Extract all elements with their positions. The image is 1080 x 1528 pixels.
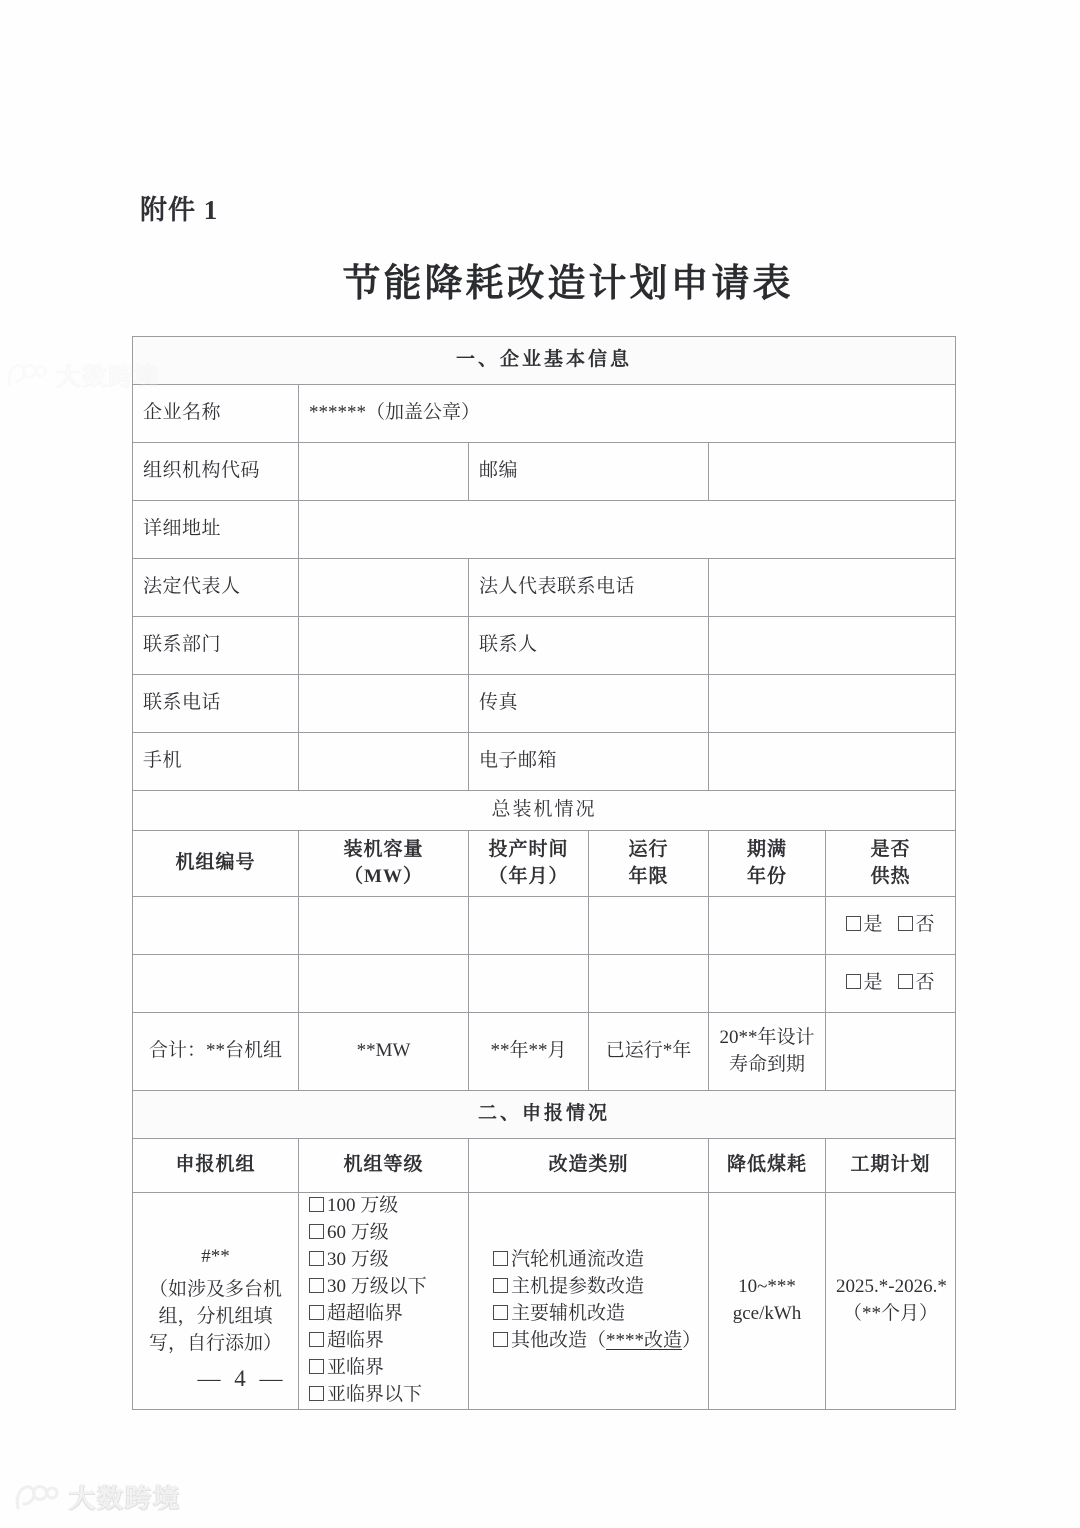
capacity-row1-commission[interactable] [469,897,589,955]
unit-grade-option-label: 亚临界以下 [327,1383,423,1405]
capacity-row2-capacity[interactable] [299,955,469,1013]
unit-grade-option[interactable] [309,1247,458,1274]
watermark-brand-text: 大数跨境 [56,362,160,390]
legal-rep-phone-label: 法人代表联系电话 [469,559,709,617]
col-header-applicant-unit: 申报机组 [133,1139,299,1193]
unit-grade-option[interactable] [309,1274,458,1301]
email-label: 电子邮箱 [469,733,709,791]
section2-heading-row [133,1091,956,1139]
capacity-row1-capacity[interactable] [299,897,469,955]
col-header-commission [469,831,589,897]
col-header-heating [826,831,956,897]
table-row [133,955,956,1013]
col-header-schedule-plan: 工期计划 [826,1139,956,1193]
table-row [133,617,956,675]
contact-dept-field[interactable] [299,617,469,675]
checkbox-box-icon [846,916,861,931]
capacity-row1-unit-no[interactable] [133,897,299,955]
checkbox-heating-yes[interactable] [846,914,884,935]
postcode-field[interactable] [709,443,956,501]
address-field[interactable] [299,501,956,559]
col-header-unit-no: 机组编号 [133,831,299,897]
table-row [133,733,956,791]
capacity-header-row [133,831,956,897]
org-code-field[interactable] [299,443,469,501]
retrofit-option-label: 主要辅机改造 [511,1302,626,1324]
checkbox-box-icon [898,974,913,989]
table-row [133,559,956,617]
checkbox-box-icon [493,1278,508,1293]
unit-grade-option-label: 超临界 [327,1329,385,1351]
attachment-label: 附件 1 [140,195,219,225]
checkbox-box-icon [493,1305,508,1320]
col-header-capacity-line1: 装机容量 [343,838,424,860]
applicant-unit-code: #** [201,1245,230,1267]
capacity-totals-row [133,1013,956,1091]
email-field[interactable] [709,733,956,791]
retrofit-type-options [469,1193,709,1410]
address-label: 详细地址 [133,501,299,559]
watermark-brand-text: 大数跨境 [69,1483,182,1513]
col-header-expiry-line2: 年份 [746,865,787,887]
unit-grade-option-label: 60 万级 [327,1221,389,1243]
totals-service: 已运行*年 [589,1013,709,1091]
contact-phone-field[interactable] [299,675,469,733]
checkbox-heating-yes-label: 是 [863,972,884,994]
page-number: — 4 — [197,1366,287,1391]
retrofit-option[interactable] [493,1274,698,1301]
legal-rep-phone-field[interactable] [709,559,956,617]
col-header-commission-line2: （年月） [488,865,569,887]
unit-grade-option[interactable] [309,1220,458,1247]
section1-heading: 一、企业基本信息 [133,337,956,385]
legal-rep-label: 法定代表人 [133,559,299,617]
checkbox-heating-yes[interactable] [846,972,884,993]
checkbox-heating-no-label: 否 [915,914,936,936]
checkbox-box-icon [309,1278,324,1293]
table-row [133,385,956,443]
fax-field[interactable] [709,675,956,733]
totals-heating [826,1013,956,1091]
totals-expiry: 20**年设计寿命到期 [709,1013,826,1091]
checkbox-heating-no-label: 否 [915,972,936,994]
section1-heading-row [133,337,956,385]
contact-phone-label: 联系电话 [133,675,299,733]
col-header-retrofit-type: 改造类别 [469,1139,709,1193]
unit-grade-option-label: 100 万级 [327,1195,399,1216]
coal-reduction-value[interactable] [709,1193,826,1410]
checkbox-box-icon [309,1251,324,1266]
unit-grade-option-label: 30 万级 [327,1248,389,1270]
company-name-label: 企业名称 [133,385,299,443]
retrofit-option-other-input[interactable]: ****改造 [606,1329,683,1351]
retrofit-option-label: 主机提参数改造 [511,1275,645,1297]
col-header-service-line1: 运行 [628,838,669,860]
checkbox-box-icon [493,1332,508,1347]
col-header-expiry-year [709,831,826,897]
capacity-row2-expiry[interactable] [709,955,826,1013]
unit-grade-option-label: 亚临界 [327,1356,385,1378]
checkbox-heating-no[interactable] [898,914,936,935]
col-header-heating-line1: 是否 [870,838,911,860]
capacity-row2-service[interactable] [589,955,709,1013]
col-header-capacity-line2: （MW） [344,865,423,887]
table-row [133,443,956,501]
capacity-subheading: 总装机情况 [133,791,956,831]
application-form-table [132,336,956,1410]
retrofit-option[interactable] [493,1301,698,1328]
checkbox-box-icon [309,1224,324,1239]
checkbox-box-icon [309,1332,324,1347]
checkbox-heating-yes-label: 是 [863,914,884,936]
checkbox-box-icon [493,1251,508,1266]
unit-grade-option[interactable] [309,1193,458,1220]
capacity-row1-heating-choice [826,897,956,955]
org-code-label: 组织机构代码 [133,443,299,501]
col-header-heating-line2: 供热 [870,865,911,887]
col-header-unit-grade: 机组等级 [299,1139,469,1193]
contact-person-field[interactable] [709,617,956,675]
unit-grade-option[interactable] [309,1328,458,1355]
coal-reduction-line1: 10~*** [738,1275,796,1297]
retrofit-option-other-prefix: 其他改造（ [511,1329,607,1351]
schedule-plan-value[interactable]: 2025.*-2026.*（**个月） [826,1193,956,1410]
contact-person-label: 联系人 [469,617,709,675]
legal-rep-field[interactable] [299,559,469,617]
col-header-service-line2: 年限 [628,865,669,887]
checkbox-box-icon [898,916,913,931]
totals-unit-no: 合计：**台机组 [133,1013,299,1091]
col-header-coal-reduction: 降低煤耗 [709,1139,826,1193]
checkbox-box-icon [309,1197,324,1212]
unit-grade-option-label: 超超临界 [327,1302,404,1324]
section2-heading: 二、申报情况 [133,1091,956,1139]
checkbox-box-icon [846,974,861,989]
unit-grade-option-label: 30 万级以下 [327,1275,427,1297]
contact-dept-label: 联系部门 [133,617,299,675]
capacity-row2-unit-no[interactable] [133,955,299,1013]
retrofit-option-other-suffix: ） [682,1329,702,1351]
retrofit-option-other[interactable] [493,1328,702,1355]
col-header-service-years [589,831,709,897]
col-header-commission-line1: 投产时间 [488,838,569,860]
totals-capacity: **MW [299,1013,469,1091]
capacity-row1-service[interactable] [589,897,709,955]
capacity-row2-heating-choice [826,955,956,1013]
capacity-row1-expiry[interactable] [709,897,826,955]
mobile-label: 手机 [133,733,299,791]
table-row [133,501,956,559]
fax-label: 传真 [469,675,709,733]
coal-reduction-line2: gce/kWh [732,1302,802,1324]
table-row [133,897,956,955]
mobile-field[interactable] [299,733,469,791]
capacity-subheading-row [133,791,956,831]
section2-header-row [133,1139,956,1193]
col-header-expiry-line1: 期满 [746,838,787,860]
postcode-label: 邮编 [469,443,709,501]
col-header-capacity [299,831,469,897]
page-title: 节能降耗改造计划申请表 [342,263,794,305]
applicant-unit-note: （如涉及多台机组，分机组填写，自行添加） [148,1278,282,1354]
checkbox-box-icon [309,1305,324,1320]
retrofit-option-label: 汽轮机通流改造 [511,1248,645,1270]
retrofit-option[interactable] [493,1247,698,1274]
unit-grade-option[interactable] [309,1301,458,1328]
company-name-value[interactable]: ******（加盖公章） [299,385,956,443]
capacity-row2-commission[interactable] [469,955,589,1013]
table-row [133,675,956,733]
totals-commission: **年**月 [469,1013,589,1091]
checkbox-heating-no[interactable] [898,972,936,993]
